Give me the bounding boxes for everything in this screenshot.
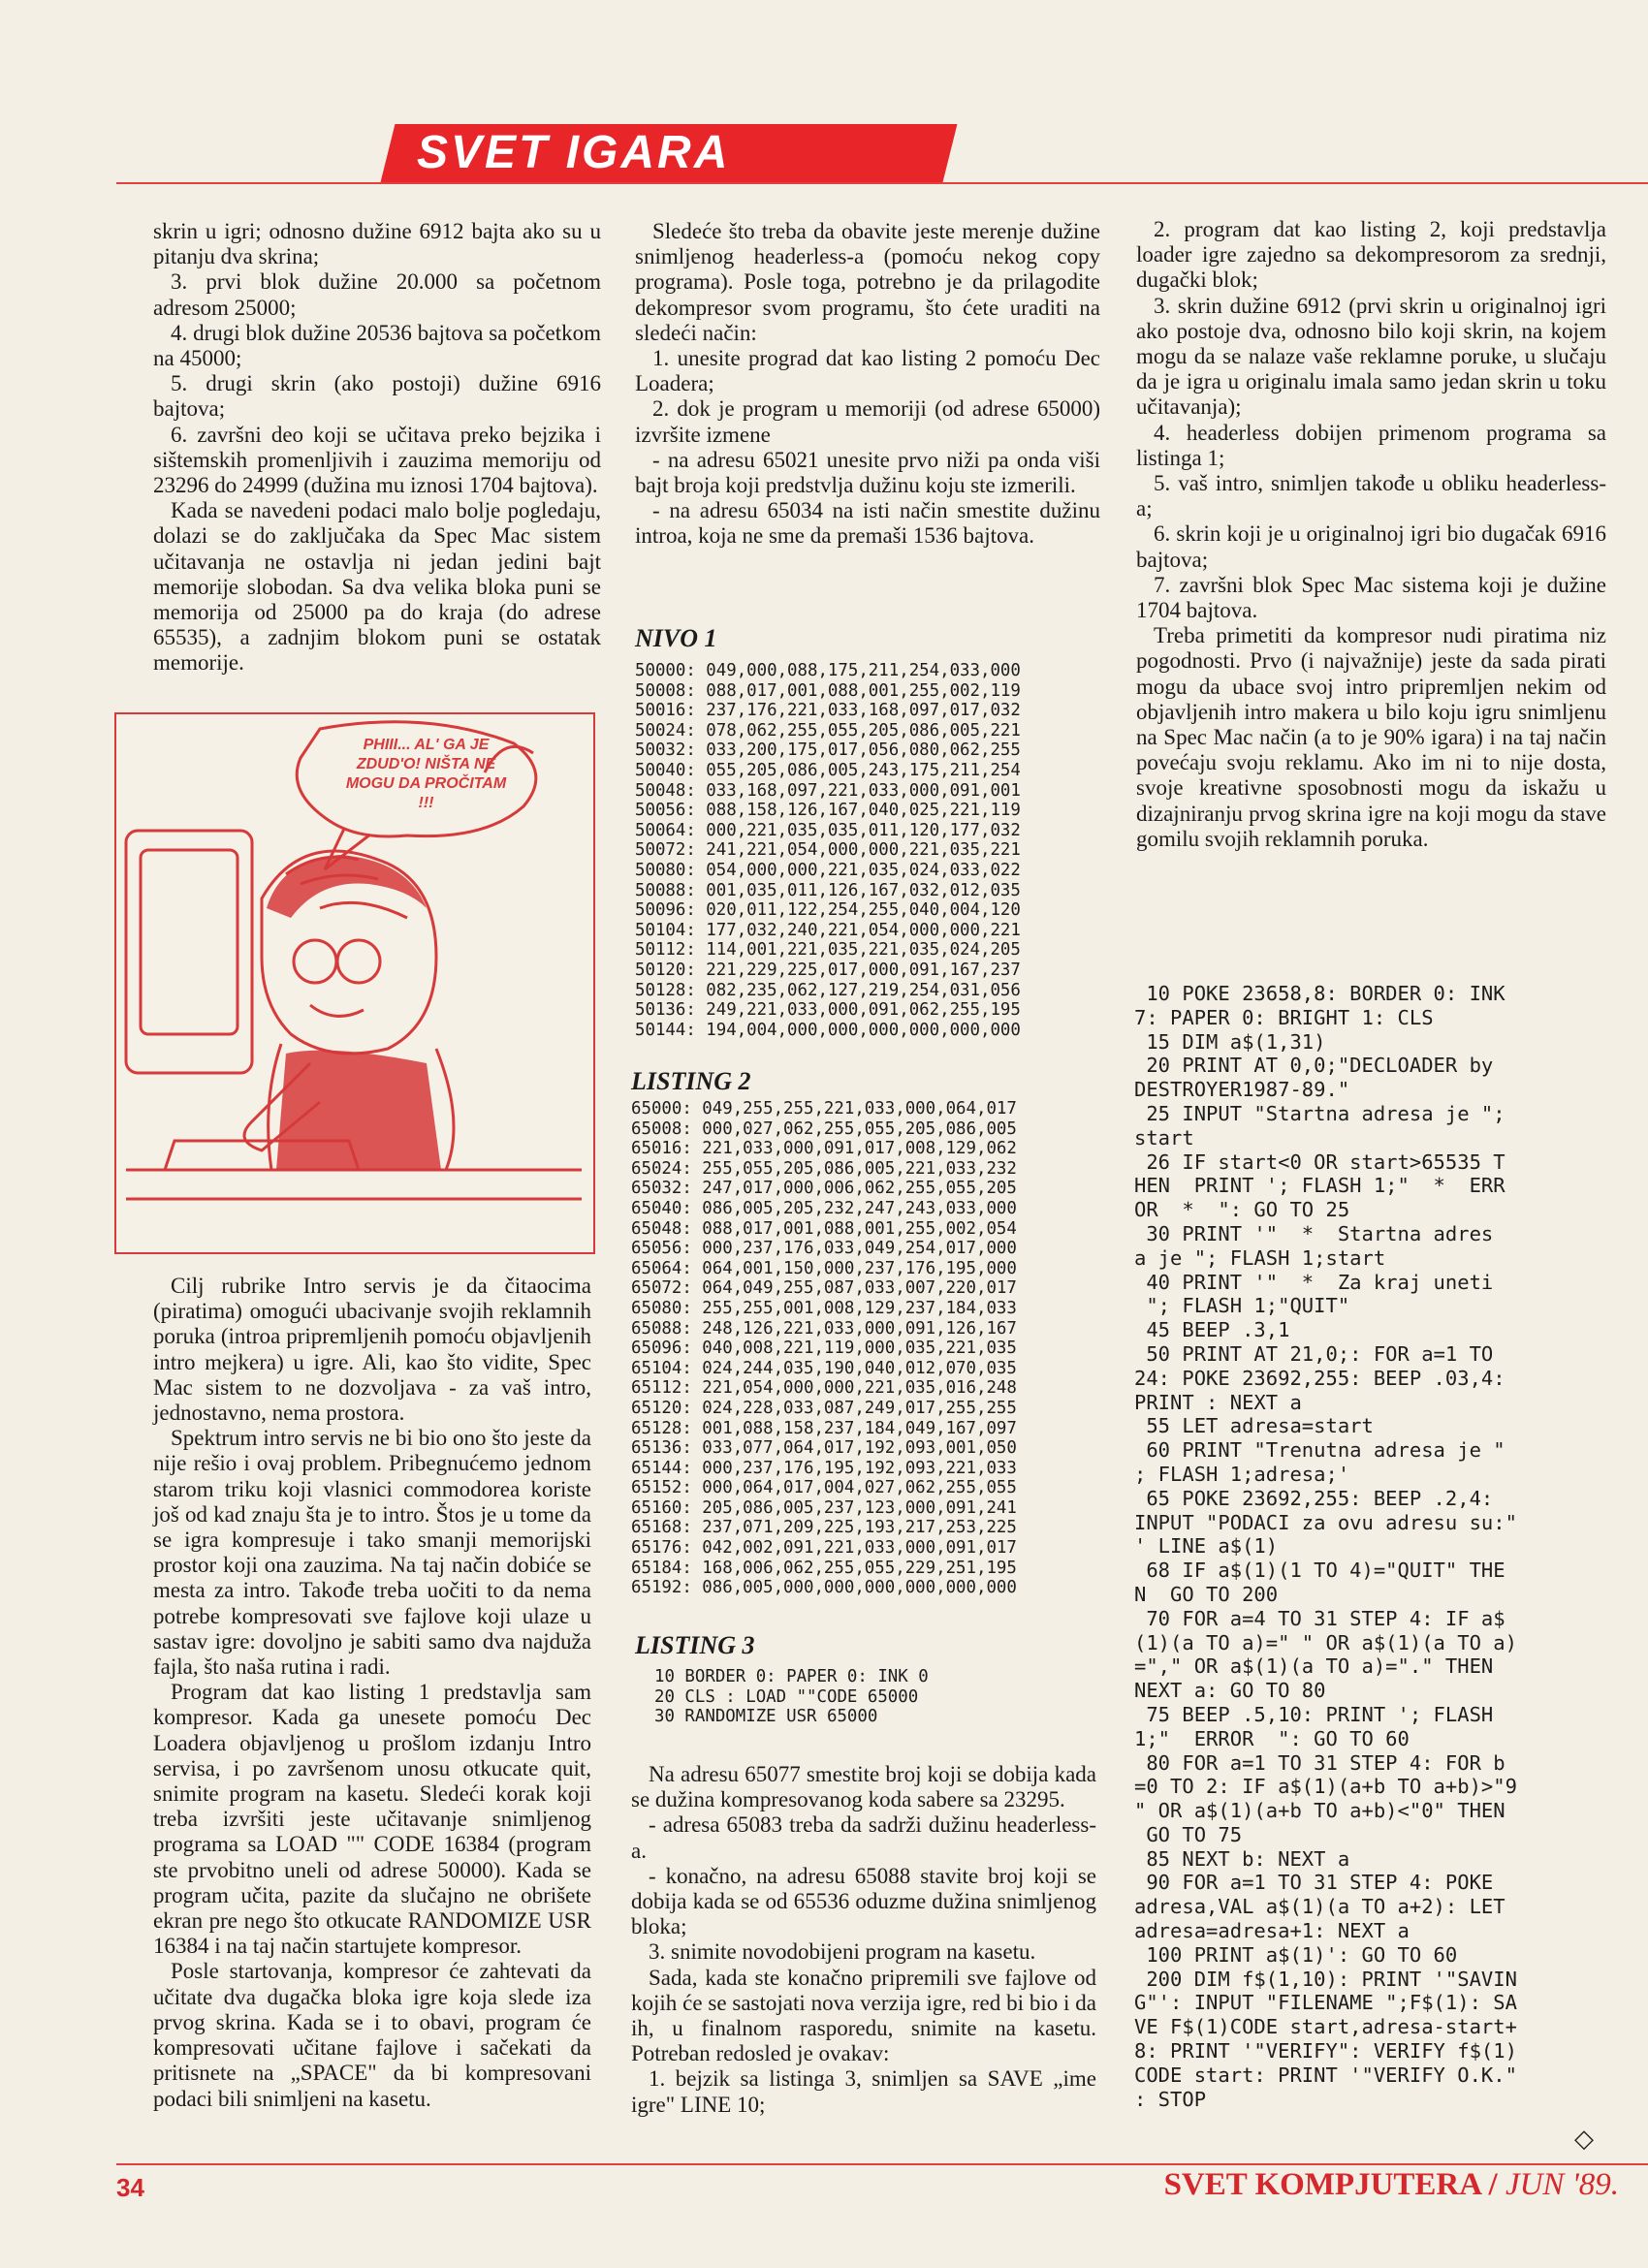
code-line: 10 BORDER 0: PAPER 0: INK 0 — [654, 1667, 929, 1686]
code-line: ' LINE a$(1) — [1134, 1534, 1279, 1559]
code-line: 7: PAPER 0: BRIGHT 1: CLS — [1134, 1005, 1434, 1029]
paragraph: 5. vaš intro, snimljen takođe u obliku headerless-a; — [1136, 471, 1606, 521]
issue-date: JUN '89. — [1505, 2167, 1619, 2202]
code-line: 50072: 241,221,054,000,000,221,035,221 — [635, 840, 1021, 861]
paragraph: skrin u igri; odnosno dužine 6912 bajta ako su u pitanju dva skrina; — [153, 219, 601, 269]
code-line: 10 POKE 23658,8: BORDER 0: INK — [1134, 982, 1505, 1005]
code-line: 90 FOR a=1 TO 31 STEP 4: POKE — [1134, 1871, 1494, 1895]
code-line: ="," OR a$(1)(a TO a)="." THEN — [1134, 1654, 1494, 1679]
code-line: start — [1134, 1125, 1194, 1150]
code-line: 50 PRINT AT 21,0;: FOR a=1 TO — [1134, 1341, 1494, 1366]
code-line: INPUT "PODACI za ovu adresu su:" — [1134, 1510, 1517, 1534]
code-line: 65048: 088,017,001,088,001,255,002,054 — [631, 1218, 1017, 1239]
code-line: 100 PRINT a$(1)': GO TO 60 — [1134, 1942, 1458, 1967]
code-line: 50008: 088,017,001,088,001,255,002,119 — [635, 680, 1021, 701]
code-line: adresa=adresa+1: NEXT a — [1134, 1919, 1410, 1943]
code-line: 50112: 114,001,221,035,221,035,024,205 — [635, 940, 1021, 961]
code-line: 65128: 001,088,158,237,184,049,167,097 — [631, 1418, 1017, 1438]
end-mark-icon: ◇ — [1574, 2125, 1594, 2153]
paragraph: 4. headerless dobijen primenom programa sa listinga 1; — [1136, 420, 1606, 470]
paragraph: Treba primetiti da kompresor nudi piratima niz pogodnosti. Prvo (i najvažnije) jeste da sada pirati mogu da ubace svoj intro pripremljen nekim od objavljenih intro makera u bilo koju igru snimljenu na Spec Mac način (a to je 90% igara) i na taj način povećaju svoju reklamu. Ako im ni to nije dosta, svoje kreativne sposobnosti mogu da iskažu u dizajniranju prvog skrina igre na koji mogu da stave gomilu svojih reklamnih poruka. — [1136, 623, 1606, 851]
page-number: 34 — [116, 2173, 144, 2202]
code-line: 24: POKE 23692,255: BEEP .03,4: — [1134, 1366, 1505, 1390]
paragraph: 3. prvi blok dužine 20.000 sa početnom adresom 25000; — [153, 269, 601, 320]
code-line: 50064: 000,221,035,035,011,120,177,032 — [635, 820, 1021, 840]
code-line: 50024: 078,062,255,055,205,086,005,221 — [635, 720, 1021, 740]
code-line: 26 IF start<0 OR start>65535 T — [1134, 1150, 1505, 1174]
code-line: 80 FOR a=1 TO 31 STEP 4: FOR b — [1134, 1750, 1505, 1775]
code-line: 30 RANDOMIZE USR 65000 — [654, 1707, 878, 1727]
footer-rule — [116, 2163, 1648, 2165]
paragraph: 7. završni blok Spec Mac sistema koji je dužine 1704 bajtova. — [1136, 572, 1606, 623]
code-line: 65072: 064,049,255,087,033,007,220,017 — [631, 1278, 1017, 1299]
code-line: 8: PRINT '"VERIFY": VERIFY f$(1) — [1134, 2039, 1517, 2063]
code-line: 65064: 064,001,150,000,237,176,195,000 — [631, 1258, 1017, 1278]
code-line: 65088: 248,126,221,033,000,091,126,167 — [631, 1318, 1017, 1339]
paragraph: - konačno, na adresu 65088 stavite broj koji se dobija kada se od 65536 oduzme dužina snimljenog bloka; — [631, 1863, 1096, 1939]
listing-2-code — [631, 1099, 1017, 1598]
code-line: " OR a$(1)(a+b TO a+b)<"0" THEN — [1134, 1799, 1505, 1823]
code-line: 75 BEEP .5,10: PRINT '; FLASH — [1134, 1702, 1494, 1726]
code-line: 65104: 024,244,035,190,040,012,070,035 — [631, 1358, 1017, 1378]
code-line: 50032: 033,200,175,017,056,080,062,255 — [635, 740, 1021, 761]
paragraph: 2. program dat kao listing 2, koji predstavlja loader igre zajedno sa dekompresorom za srednji, dugački blok; — [1136, 217, 1606, 293]
code-line: 65160: 205,086,005,237,123,000,091,241 — [631, 1497, 1017, 1518]
code-line: 70 FOR a=4 TO 31 STEP 4: IF a$ — [1134, 1606, 1505, 1630]
paragraph: Kada se navedeni podaci malo bolje pogledaju, dolazi se do zaključaka da Spec Mac sistem učitavanja ne ostavlja ni jedan jedini bajt memorije slobodan. Sa dva velika bloka puni se memorija od 25000 pa do kraja (do adrese 65535), a zadnjim blokom puni se ostatak memorije. — [153, 498, 601, 676]
code-line: N GO TO 200 — [1134, 1582, 1279, 1606]
code-line: 50096: 020,011,122,254,255,040,004,120 — [635, 900, 1021, 921]
code-line: NEXT a: GO TO 80 — [1134, 1679, 1326, 1703]
code-line: DESTROYER1987-89." — [1134, 1078, 1350, 1102]
nivo-heading: NIVO 1 — [635, 624, 717, 652]
code-line: 45 BEEP .3,1 — [1134, 1318, 1290, 1342]
code-line: 1;" ERROR ": GO TO 60 — [1134, 1726, 1410, 1750]
code-line: VE F$(1)CODE start,adresa-start+ — [1134, 2015, 1517, 2039]
code-line: 20 CLS : LOAD ""CODE 65000 — [654, 1686, 919, 1707]
paragraph: 5. drugi skrin (ako postoji) dužine 6916 bajtova; — [153, 371, 601, 422]
code-line: =0 TO 2: IF a$(1)(a+b TO a+b)>"9 — [1134, 1775, 1517, 1799]
section-title: SVET IGARA — [417, 127, 731, 178]
code-line: 20 PRINT AT 0,0;"DECLOADER by — [1134, 1054, 1494, 1078]
code-line: 55 LET adresa=start — [1134, 1414, 1374, 1438]
code-line: 65016: 221,033,000,091,017,008,129,062 — [631, 1139, 1017, 1159]
code-line: 85 NEXT b: NEXT a — [1134, 1846, 1350, 1871]
paragraph: Cilj rubrike Intro servis je da čitaocima (piratima) omogući ubacivanje svojih reklamnih poruka (introa pripremljenih pomoću objavljenih intro mejkera) u igre. Ali, kao što vidite, Spec Mac sistem to ne dozvoljava - za vaš intro, jednostavno, nema prostora. — [153, 1274, 591, 1426]
nivo-listing — [635, 661, 1021, 1040]
paragraph: - na adresu 65021 unesite prvo niži pa onda viši bajt broja koji predstvlja dužinu koju ste izmerili. — [635, 447, 1100, 498]
code-line: 50104: 177,032,240,221,054,000,000,221 — [635, 920, 1021, 940]
code-line: OR * ": GO TO 25 — [1134, 1198, 1350, 1222]
paragraph: - na adresu 65034 na isti način smestite dužinu introa, koja ne sme da premaši 1536 bajtova. — [635, 498, 1100, 549]
code-line: 65096: 040,008,221,119,000,035,221,035 — [631, 1339, 1017, 1359]
paragraph: Sledeće što treba da obavite jeste merenje dužine snimljenog headerless-a (pomoću nekog copy programa). Posle toga, potrebno je da prilagodite dekompresor svom programu, što ćete uraditi na sledeći način: — [635, 219, 1100, 345]
code-line: CODE start: PRINT '"VERIFY O.K." — [1134, 2063, 1517, 2087]
speech-bubble-text: PHIII... AL' GA JE ZDUD'O! NIŠTA NE MOGU DA PROČITAM !!! — [345, 737, 507, 811]
code-line: 65176: 042,002,091,221,033,000,091,017 — [631, 1538, 1017, 1559]
paragraph: 3. snimite novodobijeni program na kasetu. — [649, 1939, 1036, 1965]
code-line: 65032: 247,017,000,006,062,255,055,205 — [631, 1179, 1017, 1199]
paragraph: 4. drugi blok dužine 20536 bajtova sa početkom na 45000; — [153, 320, 601, 371]
code-line: 65184: 168,006,062,255,055,229,251,195 — [631, 1558, 1017, 1578]
code-line: 15 DIM a$(1,31) — [1134, 1029, 1326, 1054]
paragraph: Posle startovanja, kompresor će zahtevati da učitate dva dugačka bloka igre koja slede iza prvog skrina. Kada se i to obavi, program će kompresovati učitane fajlove i sačekati da pritisnete na „SPACE" da bi kompresovani podaci bili snimljeni na kasetu. — [153, 1959, 591, 2111]
code-line: 50056: 088,158,126,167,040,025,221,119 — [635, 801, 1021, 821]
listing-3-code — [654, 1667, 929, 1727]
paragraph: Program dat kao listing 1 predstavlja sam kompresor. Kada ga unesete pomoću Dec Loadera objavljenog u prošlom izdanju Intro servisa, i po završenom unosu otkucate quit, snimite program na kasetu. Sledeći korak koji treba izvršiti jeste učitavanje snimljenog programa sa LOAD "" CODE 16384 (program ste prvobitno uneli od adrese 50000). Kada se program učita, pazite da slučajno ne obrišete ekran pre nego što otkucate RANDOMIZE USR 16384 i na taj način startujete kompresor. — [153, 1680, 591, 1959]
code-line: 50088: 001,035,011,126,167,032,012,035 — [635, 880, 1021, 900]
column-1-top-text — [153, 219, 601, 677]
code-line: 65008: 000,027,062,255,055,205,086,005 — [631, 1118, 1017, 1139]
code-line: GO TO 75 — [1134, 1822, 1243, 1846]
listing-2-heading: LISTING 2 — [631, 1067, 751, 1095]
paragraph: Spektrum intro servis ne bi bio ono što jeste da nije rešio i ovaj problem. Pribegnućemo jednom starom triku koji vlasnici commodorea koriste još od kad znaju šta je to intro. Štos je u tome da se igra kompresuje i tako smanji memorijski prostor koji ona zauzima. Na taj način dobiće se mesta za intro. Takođe treba uočiti to da nema potrebe kompresovati sve fajlove koji ulaze u sastav igre: dovoljno je sabiti samo dva najduža fajla, što naša rutina i radi. — [153, 1426, 591, 1680]
paragraph: 2. dok je program u memoriji (od adrese 65000) izvršite izmene — [635, 396, 1100, 447]
code-line: 50136: 249,221,033,000,091,062,255,195 — [635, 1000, 1021, 1021]
code-line: 25 INPUT "Startna adresa je "; — [1134, 1101, 1505, 1125]
code-line: 60 PRINT "Trenutna adresa je " — [1134, 1438, 1505, 1463]
code-line: 50080: 054,000,000,221,035,024,033,022 — [635, 860, 1021, 880]
cartoon-illustration — [114, 712, 595, 1254]
code-line: 65080: 255,255,001,008,129,237,184,033 — [631, 1298, 1017, 1318]
code-line: 50016: 237,176,221,033,168,097,017,032 — [635, 701, 1021, 721]
code-line: : STOP — [1134, 2087, 1207, 2111]
paragraph: 6. skrin koji je u originalnoj igri bio dugačak 6916 bajtova; — [1136, 521, 1606, 572]
code-line: 50120: 221,229,225,017,000,091,167,237 — [635, 960, 1021, 980]
column-2-bottom-text — [631, 1762, 1096, 2118]
code-line: PRINT : NEXT a — [1134, 1390, 1302, 1414]
code-line: 65168: 237,071,209,225,193,217,253,225 — [631, 1518, 1017, 1538]
code-line: 50048: 033,168,097,221,033,000,091,001 — [635, 780, 1021, 801]
listing-3-heading: LISTING 3 — [635, 1631, 755, 1659]
paragraph: 1. bejzik sa listinga 3, snimljen sa SAVE „ime igre" LINE 10; — [631, 2066, 1096, 2117]
magazine-name: SVET KOMPJUTERA / — [1163, 2167, 1505, 2202]
code-line: 65000: 049,255,255,221,033,000,064,017 — [631, 1099, 1017, 1118]
footer-magazine — [1164, 2167, 1619, 2203]
code-line: (1)(a TO a)=" " OR a$(1)(a TO a) — [1134, 1630, 1517, 1654]
header-rule — [116, 182, 1648, 184]
paragraph: - adresa 65083 treba da sadrži dužinu headerless-a. — [631, 1812, 1096, 1863]
code-line: 50128: 082,235,062,127,219,254,031,056 — [635, 980, 1021, 1000]
code-line: 30 PRINT '" * Startna adres — [1134, 1221, 1494, 1245]
code-line: 200 DIM f$(1,10): PRINT '"SAVIN — [1134, 1967, 1517, 1991]
code-line: 65 POKE 23692,255: BEEP .2,4: — [1134, 1486, 1494, 1510]
code-line: "; FLASH 1;"QUIT" — [1134, 1294, 1350, 1318]
code-line: 65120: 024,228,033,087,249,017,255,255 — [631, 1398, 1017, 1418]
code-line: 65040: 086,005,205,232,247,243,033,000 — [631, 1198, 1017, 1218]
paragraph: Sada, kada ste konačno pripremili sve fajlove od kojih će se sastojati nova verzija igre, red bi bio i da ih, u finalnom rasporedu, snimite na kasetu. Potreban redosled je ovakav: — [631, 1965, 1096, 2066]
code-line: 65112: 221,054,000,000,221,035,016,248 — [631, 1378, 1017, 1399]
paragraph: Na adresu 65077 smestite broj koji se dobija kada se dužina kompresovanog koda sabere sa 23295. — [631, 1762, 1096, 1812]
code-line: 50040: 055,205,086,005,243,175,211,254 — [635, 760, 1021, 780]
code-line: 65024: 255,055,205,086,005,221,033,232 — [631, 1158, 1017, 1179]
paragraph: 6. završni deo koji se učitava preko bejzika i sištemskih promenljivih i zauzima memoriju od 23296 do 24999 (dužina mu iznosi 1704 bajtova). — [153, 422, 601, 498]
column-3-top-text — [1136, 217, 1606, 852]
code-line: adresa,VAL a$(1)(a TO a+2): LET — [1134, 1895, 1505, 1919]
code-line: 65136: 033,077,064,017,192,093,001,050 — [631, 1438, 1017, 1459]
column-2-top-text — [635, 219, 1100, 550]
code-line: a je "; FLASH 1;start — [1134, 1245, 1386, 1270]
paragraph: 1. unesite prograd dat kao listing 2 pomoću Dec Loadera; — [635, 346, 1100, 396]
code-line: 50000: 049,000,088,175,211,254,033,000 — [635, 661, 1021, 680]
code-line: HEN PRINT '; FLASH 1;" * ERR — [1134, 1174, 1505, 1198]
code-line: ; FLASH 1;adresa;' — [1134, 1462, 1350, 1486]
code-line: 65056: 000,237,176,033,049,254,017,000 — [631, 1239, 1017, 1259]
code-line: 65192: 086,005,000,000,000,000,000,000 — [631, 1578, 1017, 1598]
code-line: 65144: 000,237,176,195,192,093,221,033 — [631, 1458, 1017, 1478]
code-line: 68 IF a$(1)(1 TO 4)="QUIT" THE — [1134, 1559, 1505, 1583]
column-1-bottom-text — [153, 1274, 591, 2112]
listing-1-basic-code — [1134, 982, 1517, 2111]
code-line: 50144: 194,004,000,000,000,000,000,000 — [635, 1020, 1021, 1040]
code-line: G"': INPUT "FILENAME ";F$(1): SA — [1134, 1991, 1517, 2015]
code-line: 40 PRINT '" * Za kraj uneti — [1134, 1270, 1494, 1294]
paragraph: 3. skrin dužine 6912 (prvi skrin u originalnoj igri ako postoje dva, odnosno bilo koji skrin, na kojem mogu da se nalaze vaše reklamne poruke, u slučaju da je igra u originalu imala samo jedan skrin u toku učitavanja); — [1136, 293, 1606, 420]
code-line: 65152: 000,064,017,004,027,062,255,055 — [631, 1478, 1017, 1498]
